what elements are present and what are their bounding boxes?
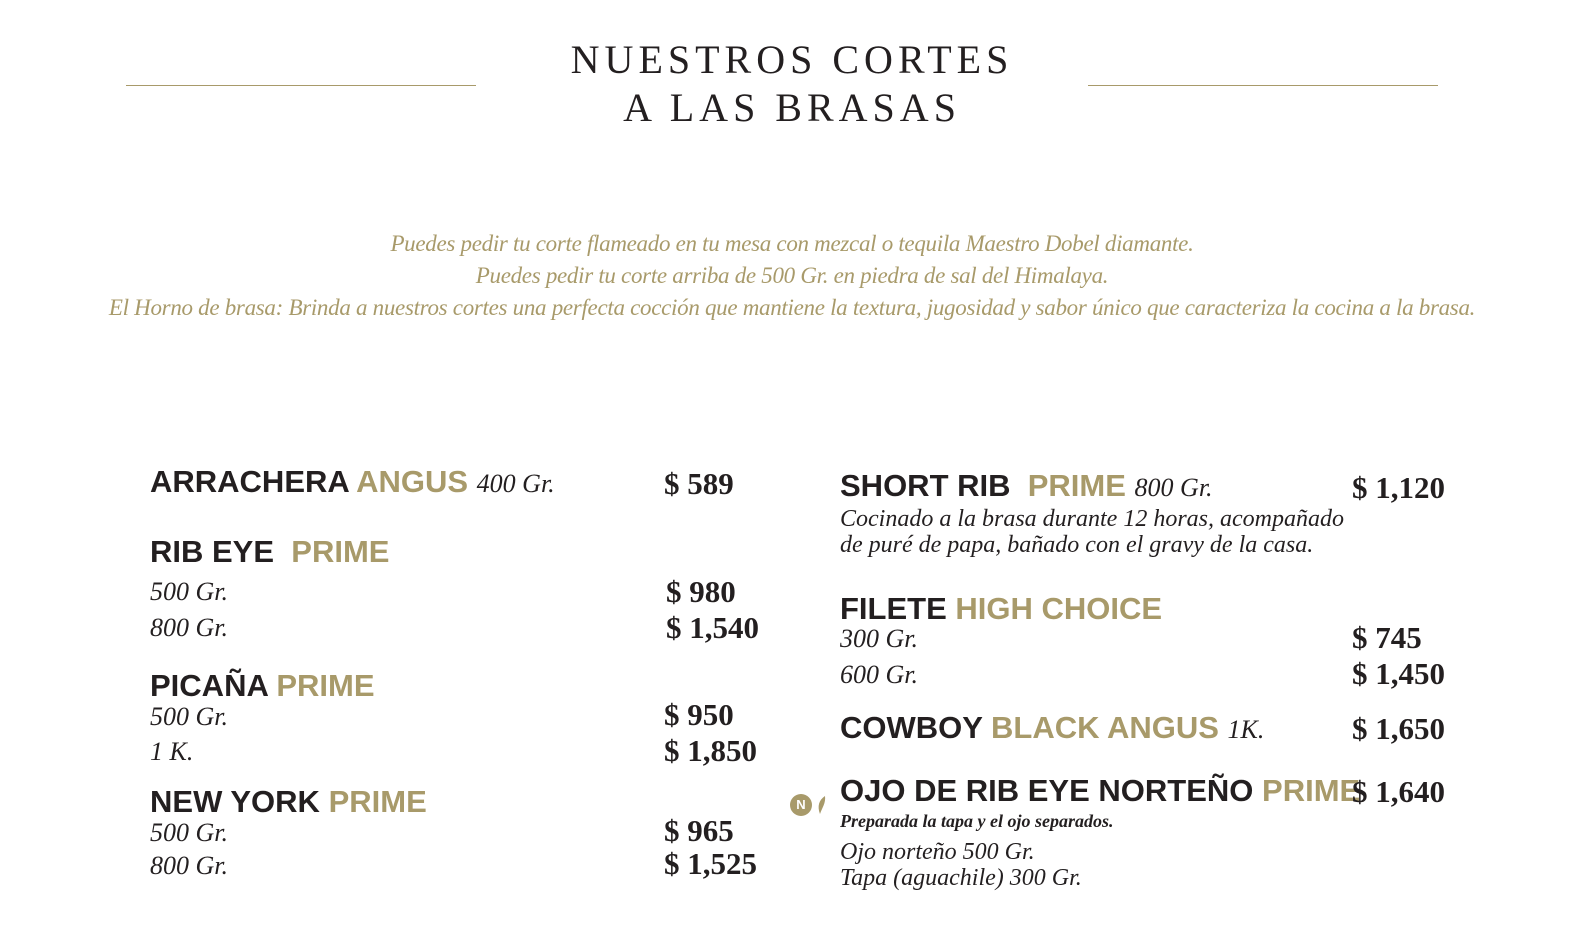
menu-item-shortrib [840,468,1344,558]
leaf-icon [816,794,828,816]
menu-item-cowboy [840,710,1264,748]
filete-option-price: $ 1,450 [1352,656,1445,691]
price-shortrib: $ 1,120 [1352,470,1445,505]
page-title [0,36,1584,132]
item-weight: 800 Gr. [1134,473,1213,502]
item-name: OJO DE RIB EYE NORTEÑO [840,773,1254,808]
ribeye-option-price: $ 980 [666,574,736,609]
item-grade: PRIME [1027,468,1126,503]
item-description: Cocinado a la brasa durante 12 horas, acompañado [840,506,1344,532]
item-note: Preparada la tapa y el ojo separados. [840,811,1114,831]
item-detail: Tapa (aguachile) 300 Gr. [840,865,1082,891]
menu-item-ojo-norteno [840,773,1360,891]
picana-option-weight: 1 K. [150,737,194,766]
item-name: NEW YORK [150,784,320,819]
item-name: RIB EYE [150,534,275,569]
item-weight: 1K. [1227,715,1265,744]
note-horno: El Horno de brasa: Brinda a nuestros cortes una perfecta cocción que mantiene la textura, jugosidad y sabor único que caracteriza la cocina a la brasa. [108,295,1476,320]
item-detail: Ojo norteño 500 Gr. [840,839,1035,865]
item-grade: HIGH CHOICE [955,591,1163,626]
newyork-option-weight: 800 Gr. [150,851,229,880]
item-grade: PRIME [328,784,427,819]
menu-notes [0,228,1584,324]
price-arrachera: $ 589 [664,466,734,501]
ribeye-option-weight: 500 Gr. [150,577,229,606]
item-grade: PRIME [276,668,375,703]
menu-item-ribeye [150,534,389,570]
item-name: FILETE [840,591,947,626]
item-name: COWBOY [840,710,983,745]
note-flameado: Puedes pedir tu corte flameado en tu mesa con mezcal o tequila Maestro Dobel diamante. [390,231,1194,256]
title-line-1: NUESTROS CORTES [570,37,1014,82]
item-grade: ANGUS [356,464,469,499]
norteno-badge-icon: N [790,794,812,816]
ribeye-option-weight: 800 Gr. [150,613,229,642]
item-description: de puré de papa, bañado con el gravy de la casa. [840,532,1314,558]
item-grade: PRIME [291,534,390,569]
item-name: ARRACHERA [150,464,349,499]
item-grade: BLACK ANGUS [991,710,1219,745]
newyork-option-price: $ 965 [664,813,734,848]
title-line-2: A LAS BRASAS [623,85,961,130]
item-grade: PRIME [1262,773,1361,808]
picana-option-price: $ 1,850 [664,733,757,768]
item-weight: 400 Gr. [476,469,555,498]
filete-option-weight: 600 Gr. [840,660,919,689]
price-cowboy: $ 1,650 [1352,711,1445,746]
ribeye-option-price: $ 1,540 [666,610,759,645]
menu-item-arrachera [150,464,555,502]
newyork-option-weight: 500 Gr. [150,818,229,847]
newyork-option-price: $ 1,525 [664,846,757,881]
price-ojo-norteno: $ 1,640 [1352,774,1445,809]
picana-option-weight: 500 Gr. [150,702,229,731]
filete-option-weight: 300 Gr. [840,624,919,653]
item-name: PICAÑA [150,668,268,703]
item-name: SHORT RIB [840,468,1011,503]
filete-option-price: $ 745 [1352,620,1422,655]
picana-option-price: $ 950 [664,697,734,732]
note-himalaya: Puedes pedir tu corte arriba de 500 Gr. en piedra de sal del Himalaya. [475,263,1109,288]
